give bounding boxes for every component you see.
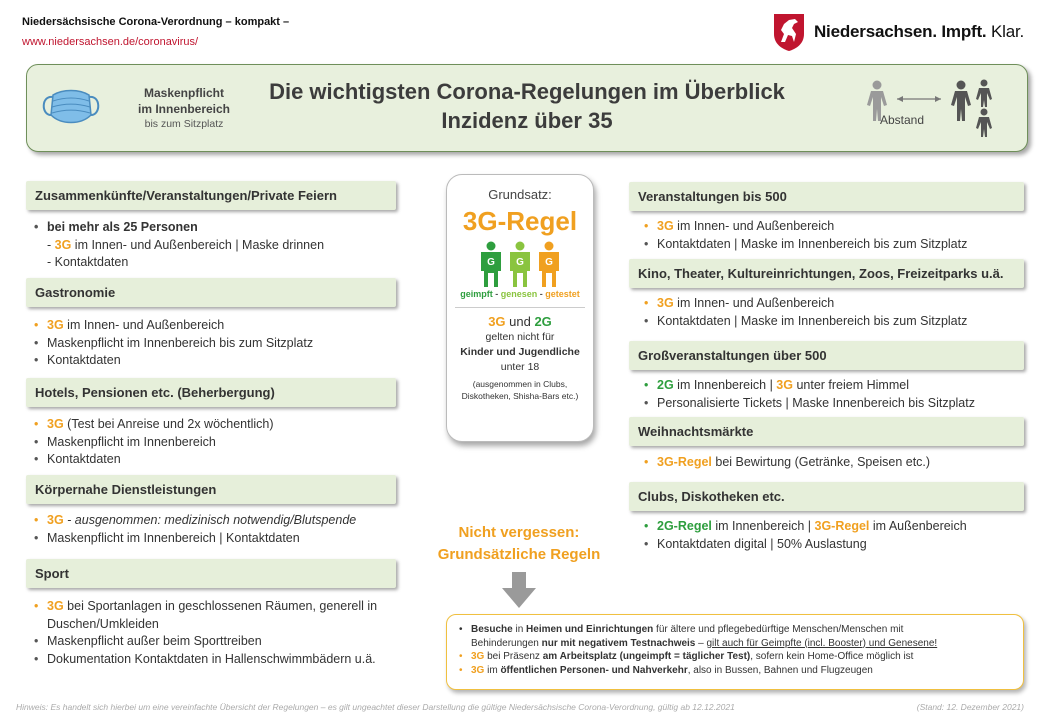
people-letter-2: G [516,257,524,268]
list-item: • Personalisierte Tickets | Maske Innenbereich bis Sitzplatz [644,395,1024,413]
exception-heading: 3G und 2G [488,314,552,329]
list-item: • 2G-Regel im Innenbereich | 3G-Regel im Außenbereich [644,518,1024,536]
list-item: - 3G im Innen- und Außenbereich | Maske drinnen [47,237,325,252]
exception-line: Kinder und Jugendliche [460,346,580,358]
list-item: • 3G im Innen- und Außenbereich [644,295,1024,313]
document-header [22,16,289,48]
section-sport-header: Sport [26,559,396,588]
section-gastronomy-header: Gastronomie [26,278,396,307]
section-major-events-header: Großveranstaltungen über 500 [629,341,1024,370]
exception-line: unter 18 [500,361,540,373]
distance-label: Abstand [879,113,925,127]
rule-public-transport: • 3G im öffentlichen Personen- und Nahverkehr, also in Bussen, Bahnen und Flugzeugen [459,664,1011,678]
page-title [237,77,817,135]
reminder-heading [416,522,622,566]
list-item: • Maskenpflicht im Innenbereich | Kontaktdaten [34,530,400,548]
list-item: • 3G (Test bei Anreise und 2x wöchentlich) [34,416,400,434]
card-divider [455,307,585,308]
exception-line: gelten nicht für [485,331,555,343]
principle-label: Grundsatz: [488,187,552,202]
section-body-services-header: Körpernahe Dienstleistungen [26,475,396,504]
page-title-line-1: Die wichtigsten Corona-Regelungen im Überblick [269,79,785,104]
brand-slogan-main: Niedersachsen. Impft. [813,22,987,41]
section-body-services-list [34,512,400,547]
list-item: • 3G im Innen- und Außenbereich [644,218,1024,236]
footer-date: (Stand: 12. Dezember 2021) [916,702,1024,712]
page-title-line-2: Inzidenz über 35 [441,108,613,133]
reminder-line-2: Grundsätzliche Regeln [437,546,601,563]
list-item: • 2G im Innenbereich | 3G unter freiem Himmel [644,377,1024,395]
three-people-g-icon [475,241,565,287]
mask-requirement [119,85,249,130]
rule-workplace: • 3G bei Präsenz am Arbeitsplatz (ungeimpft = täglicher Test), sofern kein Home-Office möglich ist [459,650,1011,664]
people-letter-1: G [487,257,495,268]
brand-slogan [814,22,1024,42]
brand-slogan-end: Klar. [986,22,1024,41]
list-item: • 3G im Innen- und Außenbereich [34,317,400,335]
section-major-events-list [644,377,1024,412]
list-item: • bei mehr als 25 Personen [34,219,400,237]
face-mask-icon [39,85,103,131]
list-item: • Maskenpflicht außer beim Sporttreiben [34,633,400,651]
rule-visits: • Besuche in Heimen und Einrichtungen für ältere und pflegebedürftige Menschen/Menschen mit Behinderungen nur mit negativem Testnachweis – gilt auch für Geimpfte (incl. Booster) und Genesene! [459,623,1011,650]
general-rules-box [446,614,1024,690]
section-hotels-list [34,416,400,469]
list-item: - Kontaktdaten [47,255,129,269]
section-gatherings-header: Zusammenkünfte/Veranstaltungen/Private Feiern [26,181,396,210]
section-events-500-header: Veranstaltungen bis 500 [629,182,1024,211]
section-sport-list [34,598,400,668]
list-item: • 3G bei Sportanlagen in geschlossenen Räumen, generell in Duschen/Umkleiden [34,598,400,633]
list-item: • Maskenpflicht im Innenbereich [34,434,400,452]
section-events-500-list [644,218,1024,253]
down-arrow-icon [502,572,536,608]
section-gastronomy-list [34,317,400,370]
section-culture-list [644,295,1024,330]
list-item: • 3G-Regel bei Bewirtung (Getränke, Speisen etc.) [644,454,1024,472]
principle-card [446,174,594,442]
section-christmas-markets-list [644,454,1024,472]
mask-subtitle: bis zum Sitzplatz [144,118,224,130]
lower-saxony-horse-logo-icon [772,12,806,52]
footer-disclaimer: Hinweis: Es handelt sich hierbei um eine vereinfachte Übersicht der Regelungen – es gilt ungeachtet dieser Darstellung die gültige Niedersächsische Corona-Verordnung, gültig ab 12.12.2021 [16,702,735,712]
principle-rule: 3G-Regel [462,206,578,236]
reminder-line-1: Nicht vergessen: [458,524,580,541]
section-culture-header: Kino, Theater, Kultureinrichtungen, Zoos, Freizeitparks u.ä. [629,259,1024,288]
section-hotels-header: Hotels, Pensionen etc. (Beherbergung) [26,378,396,407]
mask-title-line-1: Maskenpflicht [143,86,224,100]
list-item: • Kontaktdaten | Maske im Innenbereich bis zum Sitzplatz [644,236,1024,254]
list-item: • Dokumentation Kontaktdaten in Hallenschwimmbädern u.ä. [34,651,400,669]
list-item: • Kontaktdaten [34,352,400,370]
source-url-link[interactable]: www.niedersachsen.de/coronavirus/ [22,36,199,48]
list-item: • 3G - ausgenommen: medizinisch notwendig/Blutspende [34,512,400,530]
section-gatherings-list [34,219,400,272]
brand [772,12,1024,52]
section-clubs-header: Clubs, Diskotheken etc. [629,482,1024,511]
section-christmas-markets-header: Weihnachtsmärkte [629,417,1024,446]
3g-types: geimpft - genesen - getestet [460,289,580,299]
document-title: Niedersächsische Corona-Verordnung – kompakt – [22,16,290,28]
list-item: • Kontaktdaten digital | 50% Auslastung [644,536,1024,554]
list-item: • Kontaktdaten | Maske im Innenbereich bis zum Sitzplatz [644,313,1024,331]
title-banner [26,64,1028,152]
people-letter-3: G [545,257,553,268]
mask-title-line-2: im Innenbereich [137,102,231,116]
section-clubs-list [644,518,1024,553]
distance-people-icon [867,79,999,139]
exception-note: (ausgenommen in Clubs, Diskotheken, Shisha-Bars etc.) [461,379,579,401]
list-item: • Kontaktdaten [34,451,400,469]
list-item: • Maskenpflicht im Innenbereich bis zum Sitzplatz [34,335,400,353]
